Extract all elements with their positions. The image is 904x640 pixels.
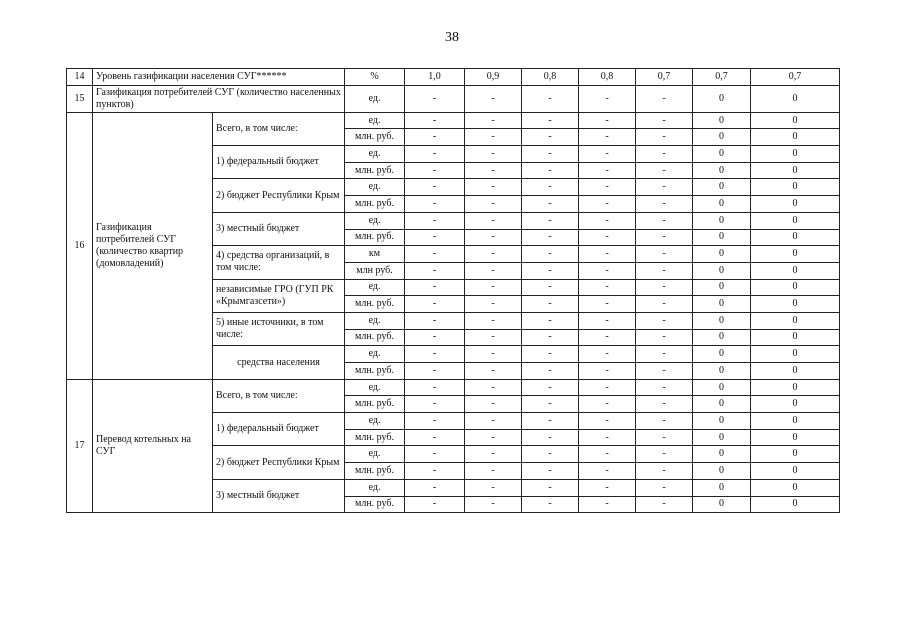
- value-cell: -: [405, 246, 465, 263]
- row-number: 17: [67, 379, 93, 513]
- value-cell: 0,8: [522, 69, 579, 86]
- value-cell: -: [579, 496, 636, 513]
- value-cell: -: [405, 262, 465, 279]
- row-number: 16: [67, 112, 93, 379]
- value-cell: -: [636, 479, 693, 496]
- value-cell: -: [522, 379, 579, 396]
- value-cell: -: [636, 312, 693, 329]
- unit-cell: ед.: [345, 479, 405, 496]
- unit-cell: млн. руб.: [345, 463, 405, 480]
- value-cell: 0: [751, 346, 840, 363]
- value-cell: -: [579, 212, 636, 229]
- funding-source: Всего, в том числе:: [213, 379, 345, 412]
- value-cell: -: [522, 229, 579, 246]
- value-cell: -: [465, 379, 522, 396]
- unit-cell: ед.: [345, 212, 405, 229]
- funding-source: 2) бюджет Республики Крым: [213, 179, 345, 212]
- funding-source: 5) иные источники, в том числе:: [213, 312, 345, 345]
- value-cell: 0: [751, 312, 840, 329]
- value-cell: -: [465, 112, 522, 129]
- value-cell: -: [522, 262, 579, 279]
- value-cell: 0: [693, 146, 751, 163]
- value-cell: -: [522, 446, 579, 463]
- value-cell: -: [522, 396, 579, 413]
- value-cell: -: [405, 479, 465, 496]
- value-cell: -: [522, 479, 579, 496]
- value-cell: -: [522, 162, 579, 179]
- funding-source: Всего, в том числе:: [213, 112, 345, 145]
- value-cell: 0: [693, 479, 751, 496]
- value-cell: -: [405, 312, 465, 329]
- value-cell: 0: [693, 346, 751, 363]
- unit-cell: млн. руб.: [345, 162, 405, 179]
- value-cell: 0,7: [693, 69, 751, 86]
- value-cell: 0: [751, 85, 840, 112]
- value-cell: 0: [693, 463, 751, 480]
- value-cell: -: [405, 279, 465, 296]
- value-cell: -: [636, 179, 693, 196]
- table-row: [67, 112, 840, 129]
- value-cell: 0: [693, 296, 751, 313]
- value-cell: -: [636, 446, 693, 463]
- unit-cell: ед.: [345, 346, 405, 363]
- value-cell: 0: [751, 396, 840, 413]
- value-cell: -: [636, 296, 693, 313]
- value-cell: -: [522, 329, 579, 346]
- value-cell: 0: [693, 246, 751, 263]
- value-cell: -: [465, 212, 522, 229]
- value-cell: -: [405, 379, 465, 396]
- value-cell: -: [579, 129, 636, 146]
- value-cell: -: [465, 179, 522, 196]
- value-cell: -: [636, 346, 693, 363]
- value-cell: -: [522, 112, 579, 129]
- value-cell: 0: [751, 246, 840, 263]
- value-cell: -: [465, 296, 522, 313]
- value-cell: 0: [751, 279, 840, 296]
- value-cell: -: [522, 496, 579, 513]
- indicator-name: Перевод котельных на СУГ: [93, 379, 213, 513]
- value-cell: -: [405, 146, 465, 163]
- value-cell: 0: [693, 446, 751, 463]
- value-cell: -: [579, 85, 636, 112]
- indicator-name: Уровень газификации населения СУГ******: [93, 69, 345, 86]
- value-cell: 0: [693, 179, 751, 196]
- value-cell: -: [405, 212, 465, 229]
- value-cell: 0: [693, 262, 751, 279]
- value-cell: -: [465, 329, 522, 346]
- table-row: [67, 69, 840, 86]
- value-cell: -: [465, 346, 522, 363]
- value-cell: -: [579, 396, 636, 413]
- value-cell: 0: [693, 196, 751, 213]
- value-cell: 0: [751, 363, 840, 380]
- value-cell: -: [465, 279, 522, 296]
- funding-source: средства населения: [213, 346, 345, 379]
- value-cell: -: [579, 196, 636, 213]
- value-cell: -: [405, 162, 465, 179]
- value-cell: -: [579, 346, 636, 363]
- value-cell: 0: [751, 413, 840, 430]
- unit-cell: ед.: [345, 379, 405, 396]
- value-cell: -: [579, 179, 636, 196]
- value-cell: -: [522, 179, 579, 196]
- value-cell: 0: [693, 379, 751, 396]
- value-cell: -: [465, 446, 522, 463]
- value-cell: -: [579, 429, 636, 446]
- value-cell: -: [405, 296, 465, 313]
- row-number: 15: [67, 85, 93, 112]
- value-cell: 0,8: [579, 69, 636, 86]
- value-cell: 0,9: [465, 69, 522, 86]
- value-cell: -: [405, 229, 465, 246]
- unit-cell: млн. руб.: [345, 429, 405, 446]
- value-cell: -: [579, 246, 636, 263]
- funding-source: 2) бюджет Республики Крым: [213, 446, 345, 479]
- value-cell: -: [636, 229, 693, 246]
- value-cell: -: [579, 312, 636, 329]
- value-cell: 0: [751, 479, 840, 496]
- value-cell: -: [522, 413, 579, 430]
- value-cell: -: [579, 229, 636, 246]
- value-cell: 0: [751, 112, 840, 129]
- value-cell: -: [636, 146, 693, 163]
- value-cell: -: [405, 413, 465, 430]
- value-cell: -: [636, 496, 693, 513]
- value-cell: -: [636, 162, 693, 179]
- value-cell: 0: [693, 112, 751, 129]
- value-cell: 0: [693, 496, 751, 513]
- row-number: 14: [67, 69, 93, 86]
- value-cell: -: [465, 162, 522, 179]
- value-cell: -: [465, 429, 522, 446]
- value-cell: -: [405, 179, 465, 196]
- unit-cell: млн. руб.: [345, 396, 405, 413]
- value-cell: 0: [751, 463, 840, 480]
- value-cell: 0: [751, 129, 840, 146]
- value-cell: 0: [751, 329, 840, 346]
- value-cell: -: [405, 363, 465, 380]
- value-cell: 0: [751, 162, 840, 179]
- value-cell: 0: [693, 229, 751, 246]
- indicator-name: Газификация потребителей СУГ (количество квартир (домовладений): [93, 112, 213, 379]
- value-cell: -: [522, 463, 579, 480]
- funding-source: 3) местный бюджет: [213, 212, 345, 245]
- unit-cell: ед.: [345, 179, 405, 196]
- data-table: [66, 68, 840, 513]
- value-cell: -: [465, 262, 522, 279]
- value-cell: -: [465, 85, 522, 112]
- value-cell: -: [522, 129, 579, 146]
- funding-source: 4) средства организаций, в том числе:: [213, 246, 345, 279]
- unit-cell: млн. руб.: [345, 329, 405, 346]
- value-cell: -: [579, 413, 636, 430]
- value-cell: -: [522, 85, 579, 112]
- unit-cell: ед.: [345, 279, 405, 296]
- value-cell: 0: [751, 229, 840, 246]
- value-cell: -: [522, 196, 579, 213]
- value-cell: -: [636, 279, 693, 296]
- value-cell: -: [405, 429, 465, 446]
- value-cell: 0: [751, 179, 840, 196]
- value-cell: -: [636, 196, 693, 213]
- value-cell: 0: [751, 262, 840, 279]
- value-cell: 0: [693, 279, 751, 296]
- value-cell: -: [405, 346, 465, 363]
- value-cell: -: [405, 396, 465, 413]
- value-cell: -: [522, 296, 579, 313]
- value-cell: -: [522, 346, 579, 363]
- unit-cell: млн. руб.: [345, 296, 405, 313]
- value-cell: -: [579, 296, 636, 313]
- value-cell: -: [579, 379, 636, 396]
- value-cell: -: [636, 112, 693, 129]
- unit-cell: ед.: [345, 446, 405, 463]
- value-cell: -: [405, 196, 465, 213]
- value-cell: -: [465, 479, 522, 496]
- value-cell: -: [579, 446, 636, 463]
- value-cell: -: [636, 429, 693, 446]
- value-cell: -: [405, 496, 465, 513]
- value-cell: -: [465, 129, 522, 146]
- value-cell: 0: [693, 312, 751, 329]
- value-cell: -: [636, 129, 693, 146]
- value-cell: -: [405, 463, 465, 480]
- value-cell: 0: [751, 496, 840, 513]
- value-cell: 0: [693, 85, 751, 112]
- value-cell: -: [636, 363, 693, 380]
- value-cell: -: [636, 379, 693, 396]
- value-cell: -: [522, 279, 579, 296]
- value-cell: -: [579, 363, 636, 380]
- value-cell: -: [522, 363, 579, 380]
- unit-cell: млн. руб.: [345, 129, 405, 146]
- funding-source: 1) федеральный бюджет: [213, 413, 345, 446]
- value-cell: -: [579, 162, 636, 179]
- unit-cell: ед.: [345, 146, 405, 163]
- funding-source: независимые ГРО (ГУП РК «Крымгазсети»): [213, 279, 345, 312]
- value-cell: 0: [751, 212, 840, 229]
- value-cell: -: [579, 329, 636, 346]
- value-cell: -: [465, 496, 522, 513]
- value-cell: -: [636, 413, 693, 430]
- value-cell: -: [636, 246, 693, 263]
- page-number: 38: [445, 30, 459, 45]
- value-cell: -: [579, 463, 636, 480]
- value-cell: -: [405, 112, 465, 129]
- value-cell: 0: [693, 212, 751, 229]
- value-cell: -: [405, 85, 465, 112]
- value-cell: 0: [751, 429, 840, 446]
- value-cell: -: [579, 262, 636, 279]
- value-cell: -: [465, 146, 522, 163]
- unit-cell: млн. руб.: [345, 363, 405, 380]
- value-cell: 0: [751, 146, 840, 163]
- indicator-name: Газификация потребителей СУГ (количество населенных пунктов): [93, 85, 345, 112]
- unit-cell: млн руб.: [345, 262, 405, 279]
- value-cell: -: [636, 262, 693, 279]
- value-cell: 0: [751, 296, 840, 313]
- value-cell: -: [465, 463, 522, 480]
- value-cell: -: [522, 246, 579, 263]
- value-cell: -: [465, 196, 522, 213]
- value-cell: -: [405, 329, 465, 346]
- value-cell: -: [522, 429, 579, 446]
- value-cell: -: [405, 446, 465, 463]
- table-row: [67, 379, 840, 396]
- value-cell: 0,7: [636, 69, 693, 86]
- value-cell: 0: [693, 329, 751, 346]
- value-cell: -: [579, 146, 636, 163]
- value-cell: -: [522, 212, 579, 229]
- value-cell: -: [636, 212, 693, 229]
- value-cell: -: [465, 312, 522, 329]
- value-cell: 0: [693, 396, 751, 413]
- value-cell: 0: [693, 129, 751, 146]
- value-cell: -: [465, 246, 522, 263]
- unit-cell: %: [345, 69, 405, 86]
- value-cell: 0: [751, 379, 840, 396]
- unit-cell: млн. руб.: [345, 496, 405, 513]
- value-cell: -: [522, 312, 579, 329]
- value-cell: 0,7: [751, 69, 840, 86]
- funding-source: 1) федеральный бюджет: [213, 146, 345, 179]
- value-cell: 0: [693, 363, 751, 380]
- table-body: [67, 69, 840, 513]
- value-cell: -: [636, 85, 693, 112]
- funding-source: 3) местный бюджет: [213, 479, 345, 512]
- value-cell: 1,0: [405, 69, 465, 86]
- unit-cell: млн. руб.: [345, 229, 405, 246]
- value-cell: 0: [751, 446, 840, 463]
- unit-cell: км: [345, 246, 405, 263]
- value-cell: -: [579, 112, 636, 129]
- value-cell: -: [465, 229, 522, 246]
- value-cell: -: [636, 329, 693, 346]
- value-cell: 0: [693, 429, 751, 446]
- value-cell: -: [465, 363, 522, 380]
- value-cell: -: [465, 413, 522, 430]
- value-cell: -: [636, 463, 693, 480]
- value-cell: -: [522, 146, 579, 163]
- value-cell: 0: [693, 413, 751, 430]
- value-cell: -: [636, 396, 693, 413]
- value-cell: -: [579, 279, 636, 296]
- value-cell: -: [465, 396, 522, 413]
- unit-cell: ед.: [345, 112, 405, 129]
- unit-cell: ед.: [345, 413, 405, 430]
- table-row: [67, 85, 840, 112]
- unit-cell: ед.: [345, 85, 405, 112]
- value-cell: -: [405, 129, 465, 146]
- unit-cell: млн. руб.: [345, 196, 405, 213]
- unit-cell: ед.: [345, 312, 405, 329]
- value-cell: 0: [693, 162, 751, 179]
- value-cell: 0: [751, 196, 840, 213]
- value-cell: -: [579, 479, 636, 496]
